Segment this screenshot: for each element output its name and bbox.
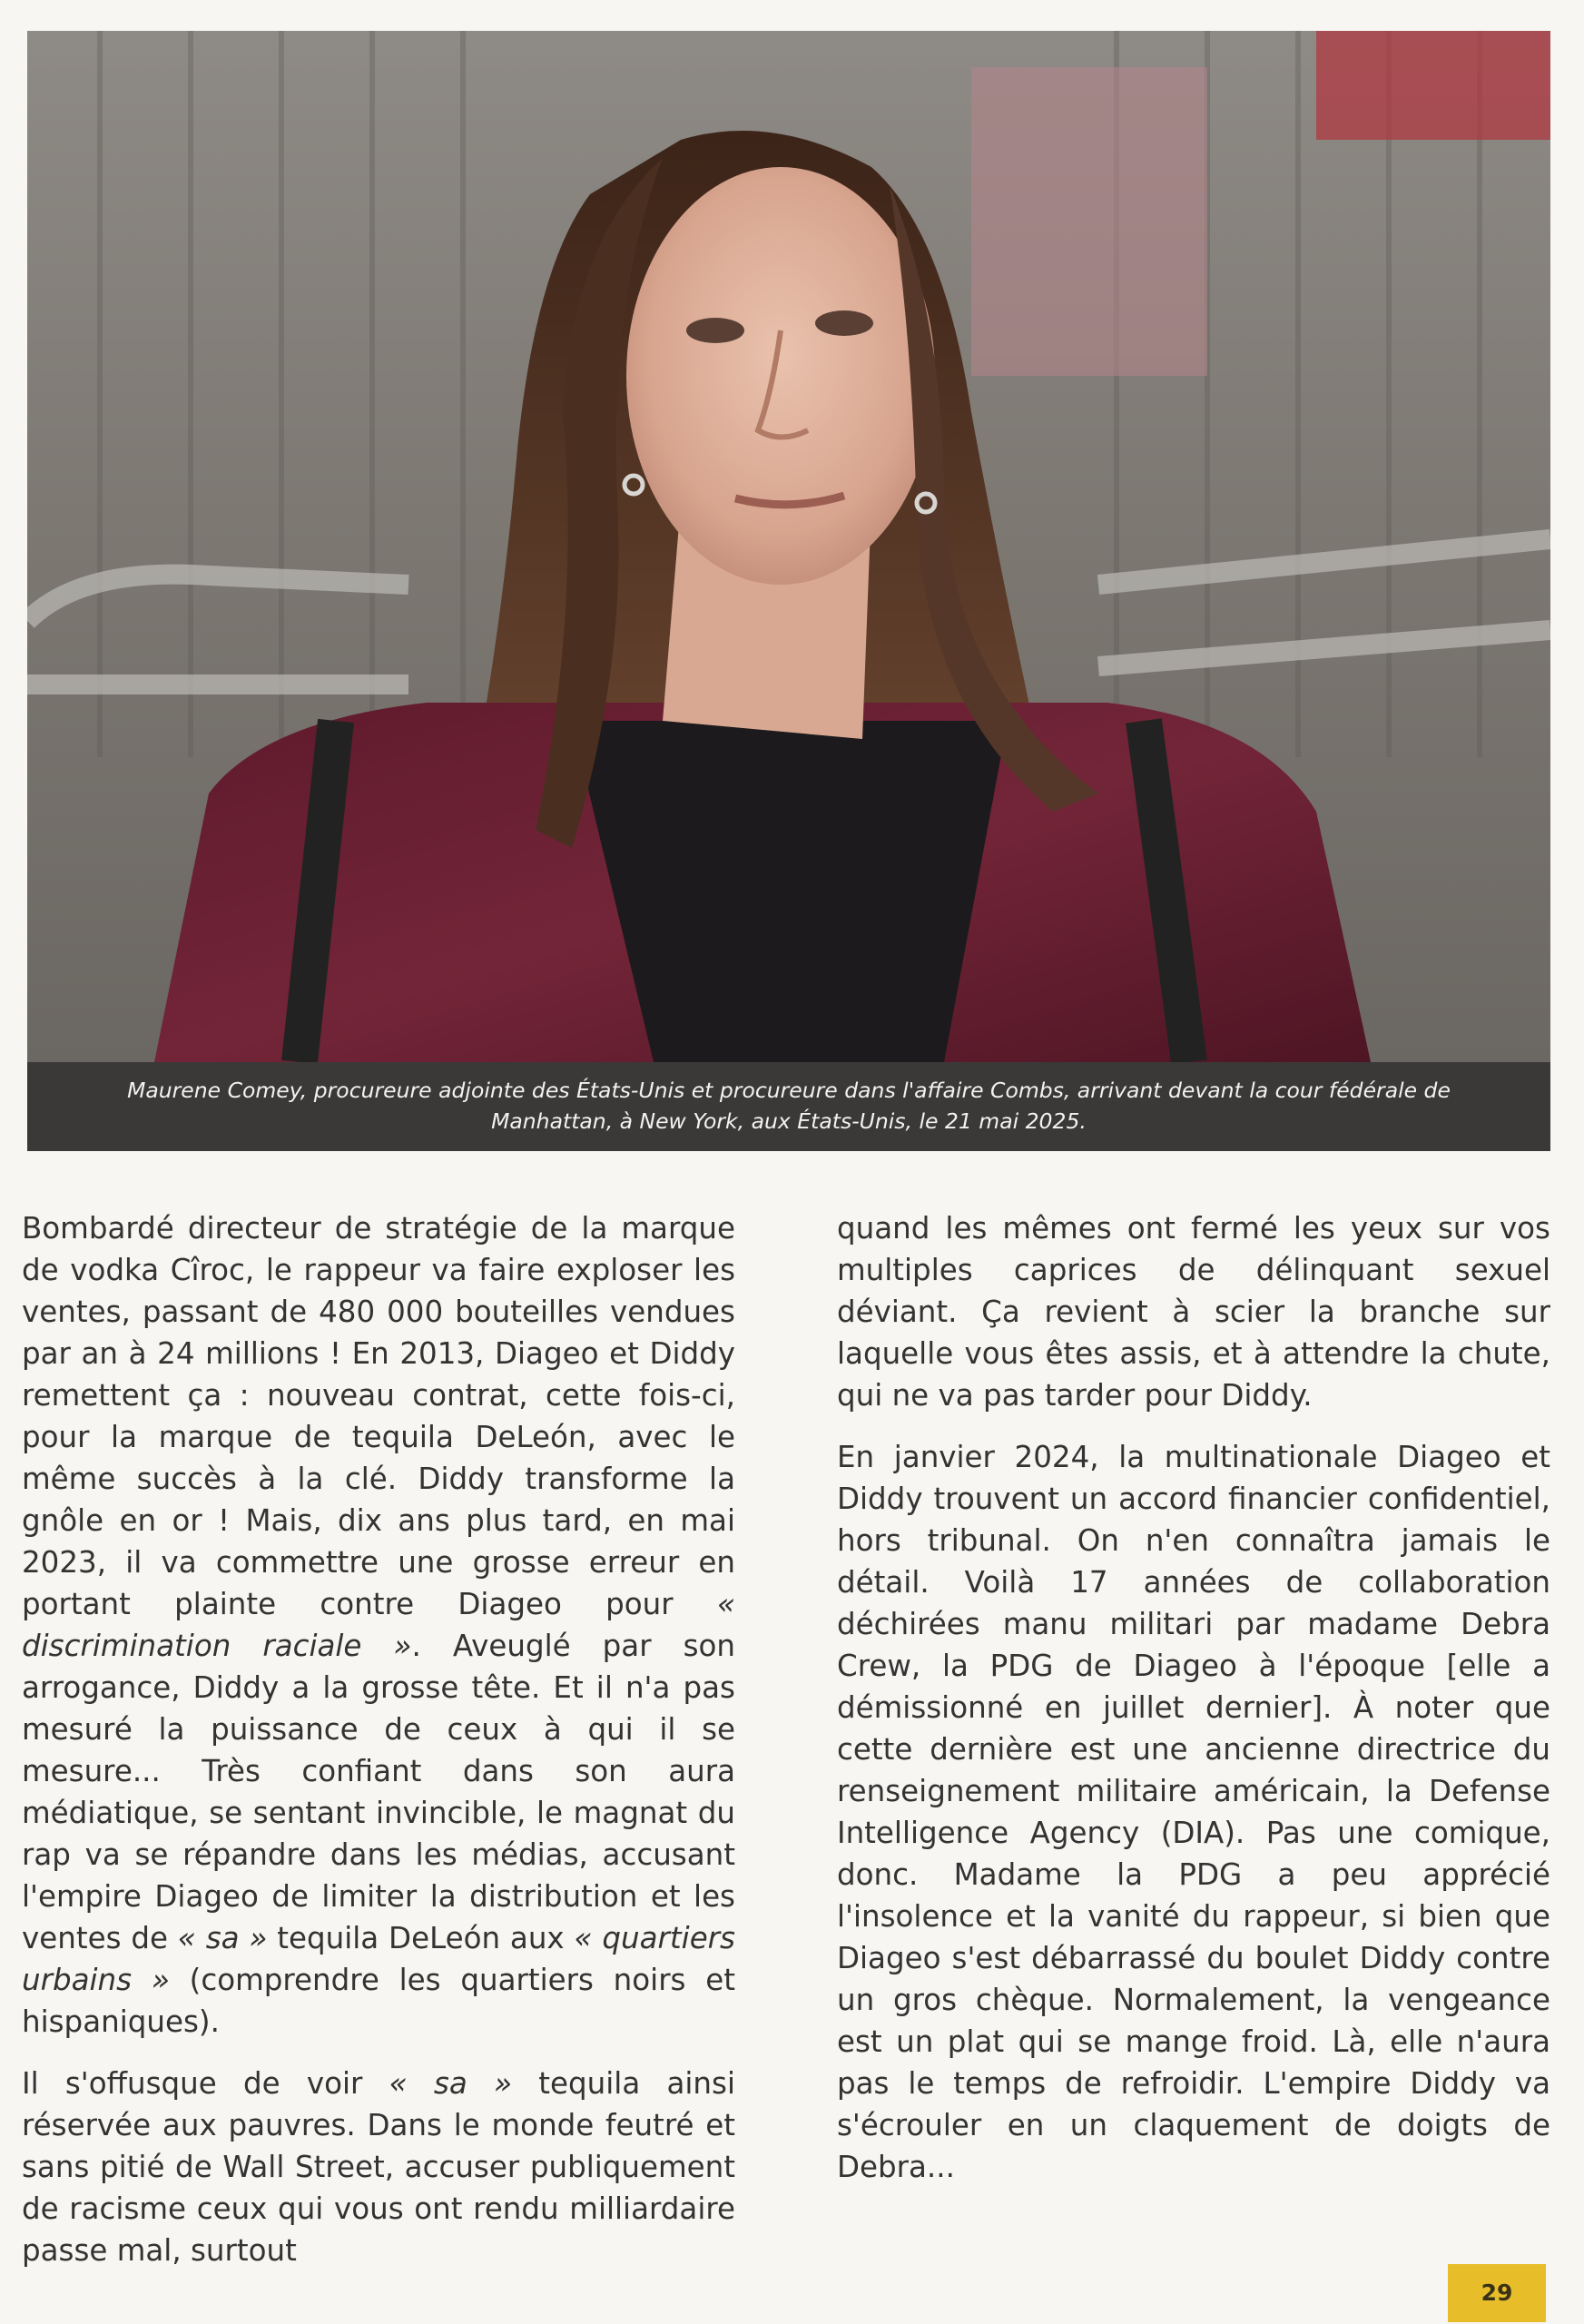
paragraph-2-text-b: tequila ainsi réservée aux pauvres. Dans le monde feutré et sans pitié de Wall Street, accuser publiquement de racisme ceux qui vous ont rendu milliardaire passe mal, surtout xyxy=(22,2066,735,2268)
paragraph-1 xyxy=(22,1207,735,2043)
quote-quartiers: « quartiers urbains » xyxy=(22,1921,735,1997)
quote-sa-2: « sa » xyxy=(389,2066,513,2101)
paragraph-1-text-d: (comprendre les quartiers noirs et hispaniques). xyxy=(22,1963,735,2039)
page-number: 29 xyxy=(1448,2264,1546,2322)
quote-sa: « sa » xyxy=(177,1921,268,1955)
paragraph-3: quand les mêmes ont fermé les yeux sur vos multiples caprices de délinquant sexuel déviant. Ça revient à scier la branche sur laquelle vous êtes assis, et à attendre la chute, qui ne va pas tarder pour Diddy. xyxy=(837,1211,1550,1413)
paragraph-1-text-c: tequila DeLeón aux xyxy=(267,1921,575,1955)
article-photo xyxy=(27,31,1550,1062)
paragraph-2-text-a: Il s'offusque de voir xyxy=(22,2066,389,2101)
article-column-left xyxy=(22,1207,735,2291)
photo-illustration xyxy=(27,31,1550,1062)
paragraph-4: En janvier 2024, la multinationale Diageo et Diddy trouvent un accord financier confidentiel, hors tribunal. On n'en connaîtra jamais le détail. Voilà 17 années de collaboration déchirées manu militari par madame Debra Crew, la PDG de Diageo à l'époque [elle a démissionné en juillet dernier]. À noter que cette dernière est une ancienne directrice du renseignement militaire américain, la Defense Intelligence Agency (DIA). Pas une comique, donc. Madame la PDG a peu apprécié l'insolence et la vanité du rappeur, si bien que Diageo s'est débarrassé du boulet Diddy contre un gros chèque. Normalement, la vengeance est un plat qui se mange froid. Là, elle n'aura pas le temps de refroidir. L'empire Diddy va s'écrouler en un claquement de doigts de Debra... xyxy=(837,1440,1550,2184)
paragraph-2 xyxy=(22,2063,735,2271)
paragraph-1-text-a: Bombardé directeur de stratégie de la marque de vodka Cîroc, le rappeur va faire exploser les ventes, passant de 480 000 bouteilles vendues par an à 24 millions ! En 2013, Diageo et Diddy remettent ça : nouveau contrat, cette fois-ci, pour la marque de tequila DeLeón, avec le même succès à la clé. Diddy transforme la gnôle en or ! Mais, dix ans plus tard, en mai 2023, il va commettre une grosse erreur en portant plainte contre Diageo pour xyxy=(22,1211,735,1621)
caption-line-1: Maurene Comey, procureure adjointe des États-Unis et procureure dans l'affaire Combs, arrivant devant la cour fédérale de xyxy=(127,1078,1451,1103)
article-column-right xyxy=(837,1207,1550,2208)
photo-caption xyxy=(27,1062,1550,1151)
quote-discrimination: « discrimination raciale » xyxy=(22,1587,735,1663)
paragraph-1-text-b: . Aveuglé par son arrogance, Diddy a la grosse tête. Et il n'a pas mesuré la puissance de ceux à qui il se mesure... Très confiant dans son aura médiatique, se sentant invincible, le magnat du rap va se répandre dans les médias, accusant l'empire Diageo de limiter la distribution et les ventes de xyxy=(22,1629,735,1955)
caption-line-2: Manhattan, à New York, aux États-Unis, le 21 mai 2025. xyxy=(491,1108,1087,1134)
